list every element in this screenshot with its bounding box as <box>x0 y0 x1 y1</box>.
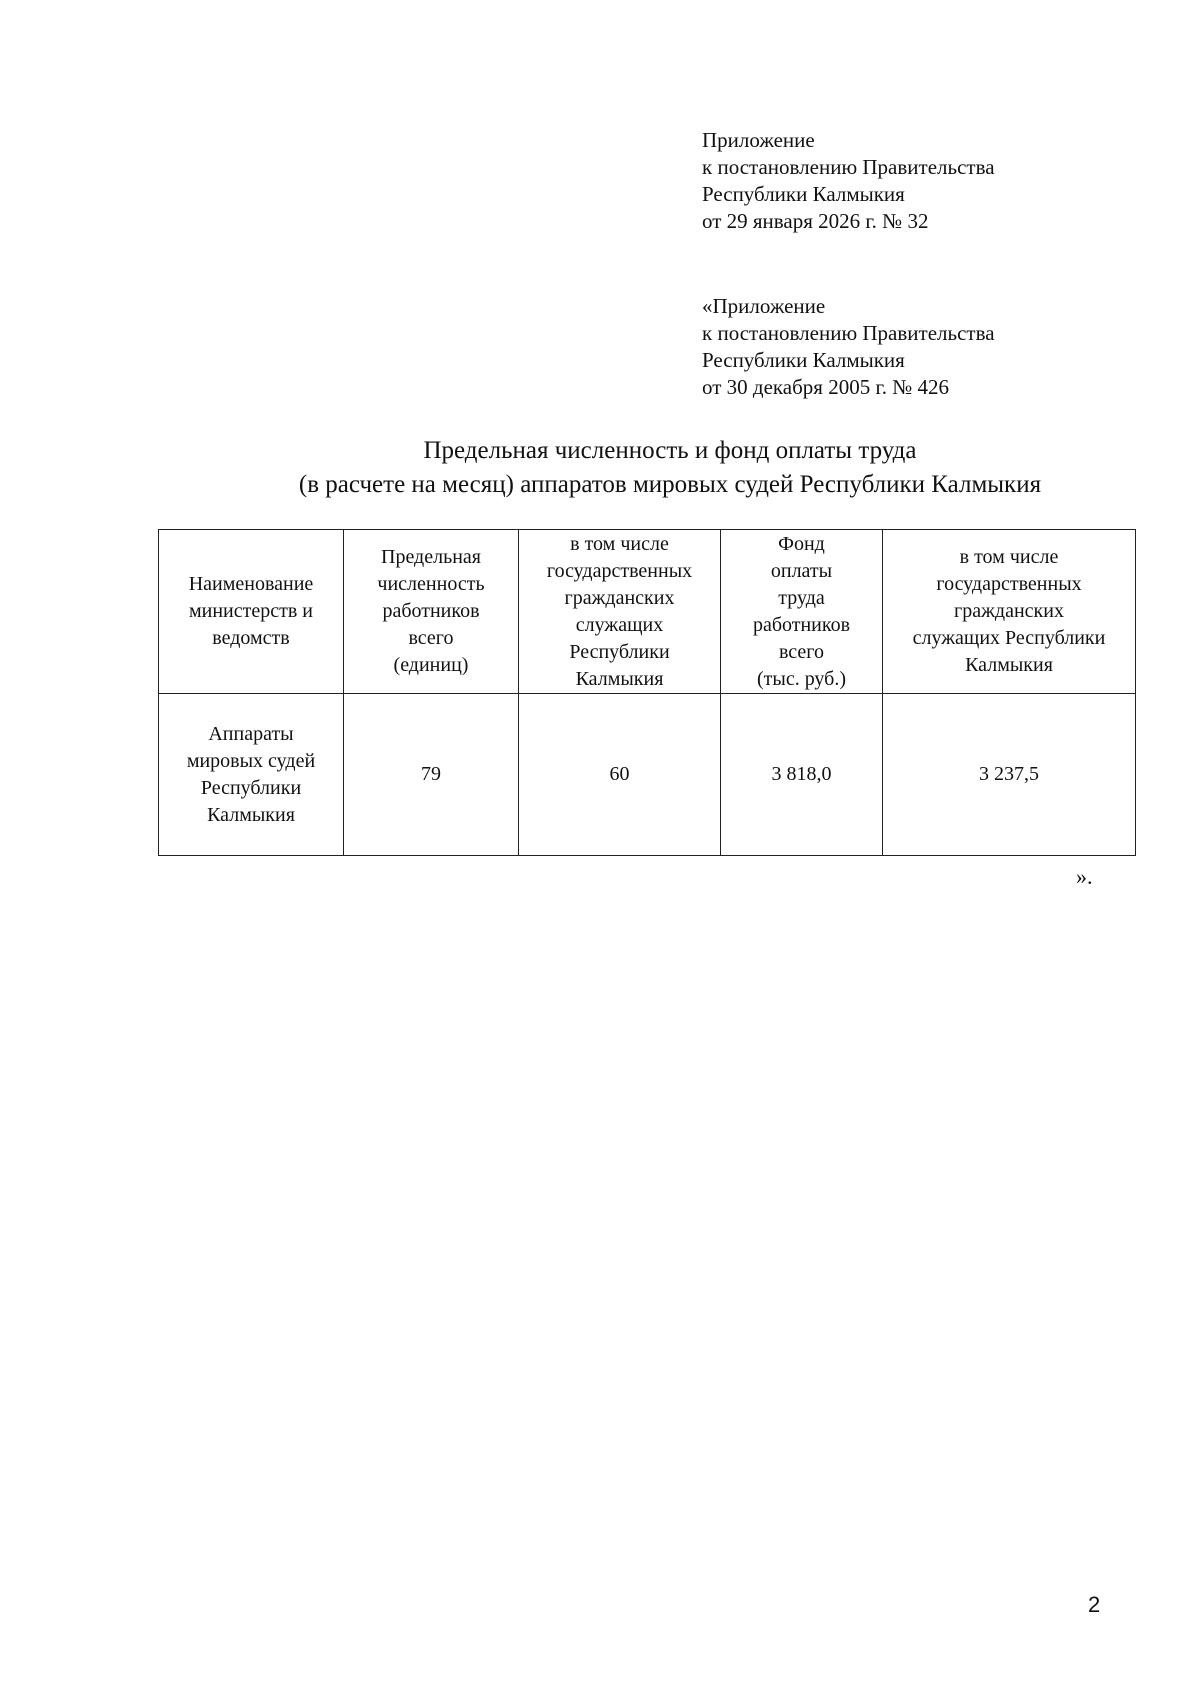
cell-civil-servants-count: 60 <box>519 694 721 856</box>
attachment-line: от 30 декабря 2005 г. № 426 <box>702 375 949 399</box>
attachment-line: от 29 января 2026 г. № 32 <box>702 209 929 233</box>
document-title <box>0 434 1200 502</box>
attachment-line: Приложение <box>702 128 815 152</box>
document-title-line-2: (в расчете на месяц) аппаратов мировых судей Республики Калмыкия <box>298 471 1042 498</box>
attachment-line: Республики Калмыкия <box>702 182 905 206</box>
attachment-line: к постановлению Правительства <box>702 321 995 345</box>
cell-staff-limit: 79 <box>344 694 519 856</box>
attachment-line: Республики Калмыкия <box>702 348 905 372</box>
header-staff-limit: Предельная численность работников всего (единиц) <box>344 530 519 694</box>
table-row <box>159 694 1136 856</box>
attachment-line: к постановлению Правительства <box>702 155 995 179</box>
cell-ministry-name: Аппараты мировых судей Республики Калмыкия <box>159 694 344 856</box>
attachment-reference-current <box>702 127 995 235</box>
cell-payroll-fund: 3 818,0 <box>721 694 883 856</box>
document-title-line-1: Предельная численность и фонд оплаты труда <box>423 437 917 464</box>
cell-civil-servants-payroll: 3 237,5 <box>883 694 1136 856</box>
staffing-table-container <box>158 529 1135 856</box>
closing-quote: ». <box>1076 864 1093 889</box>
staffing-table <box>158 529 1136 856</box>
header-payroll-fund: Фонд оплаты труда работников всего (тыс. руб.) <box>721 530 883 694</box>
header-civil-servants-count: в том числе государственных гражданских служащих Республики Калмыкия <box>519 530 721 694</box>
table-header-row <box>159 530 1136 694</box>
attachment-line: «Приложение <box>702 294 826 318</box>
header-ministry-name: Наименование министерств и ведомств <box>159 530 344 694</box>
page-number: 2 <box>1088 1592 1101 1617</box>
header-civil-servants-payroll: в том числе государственных гражданских служащих Республики Калмыкия <box>883 530 1136 694</box>
attachment-reference-original <box>702 293 995 401</box>
